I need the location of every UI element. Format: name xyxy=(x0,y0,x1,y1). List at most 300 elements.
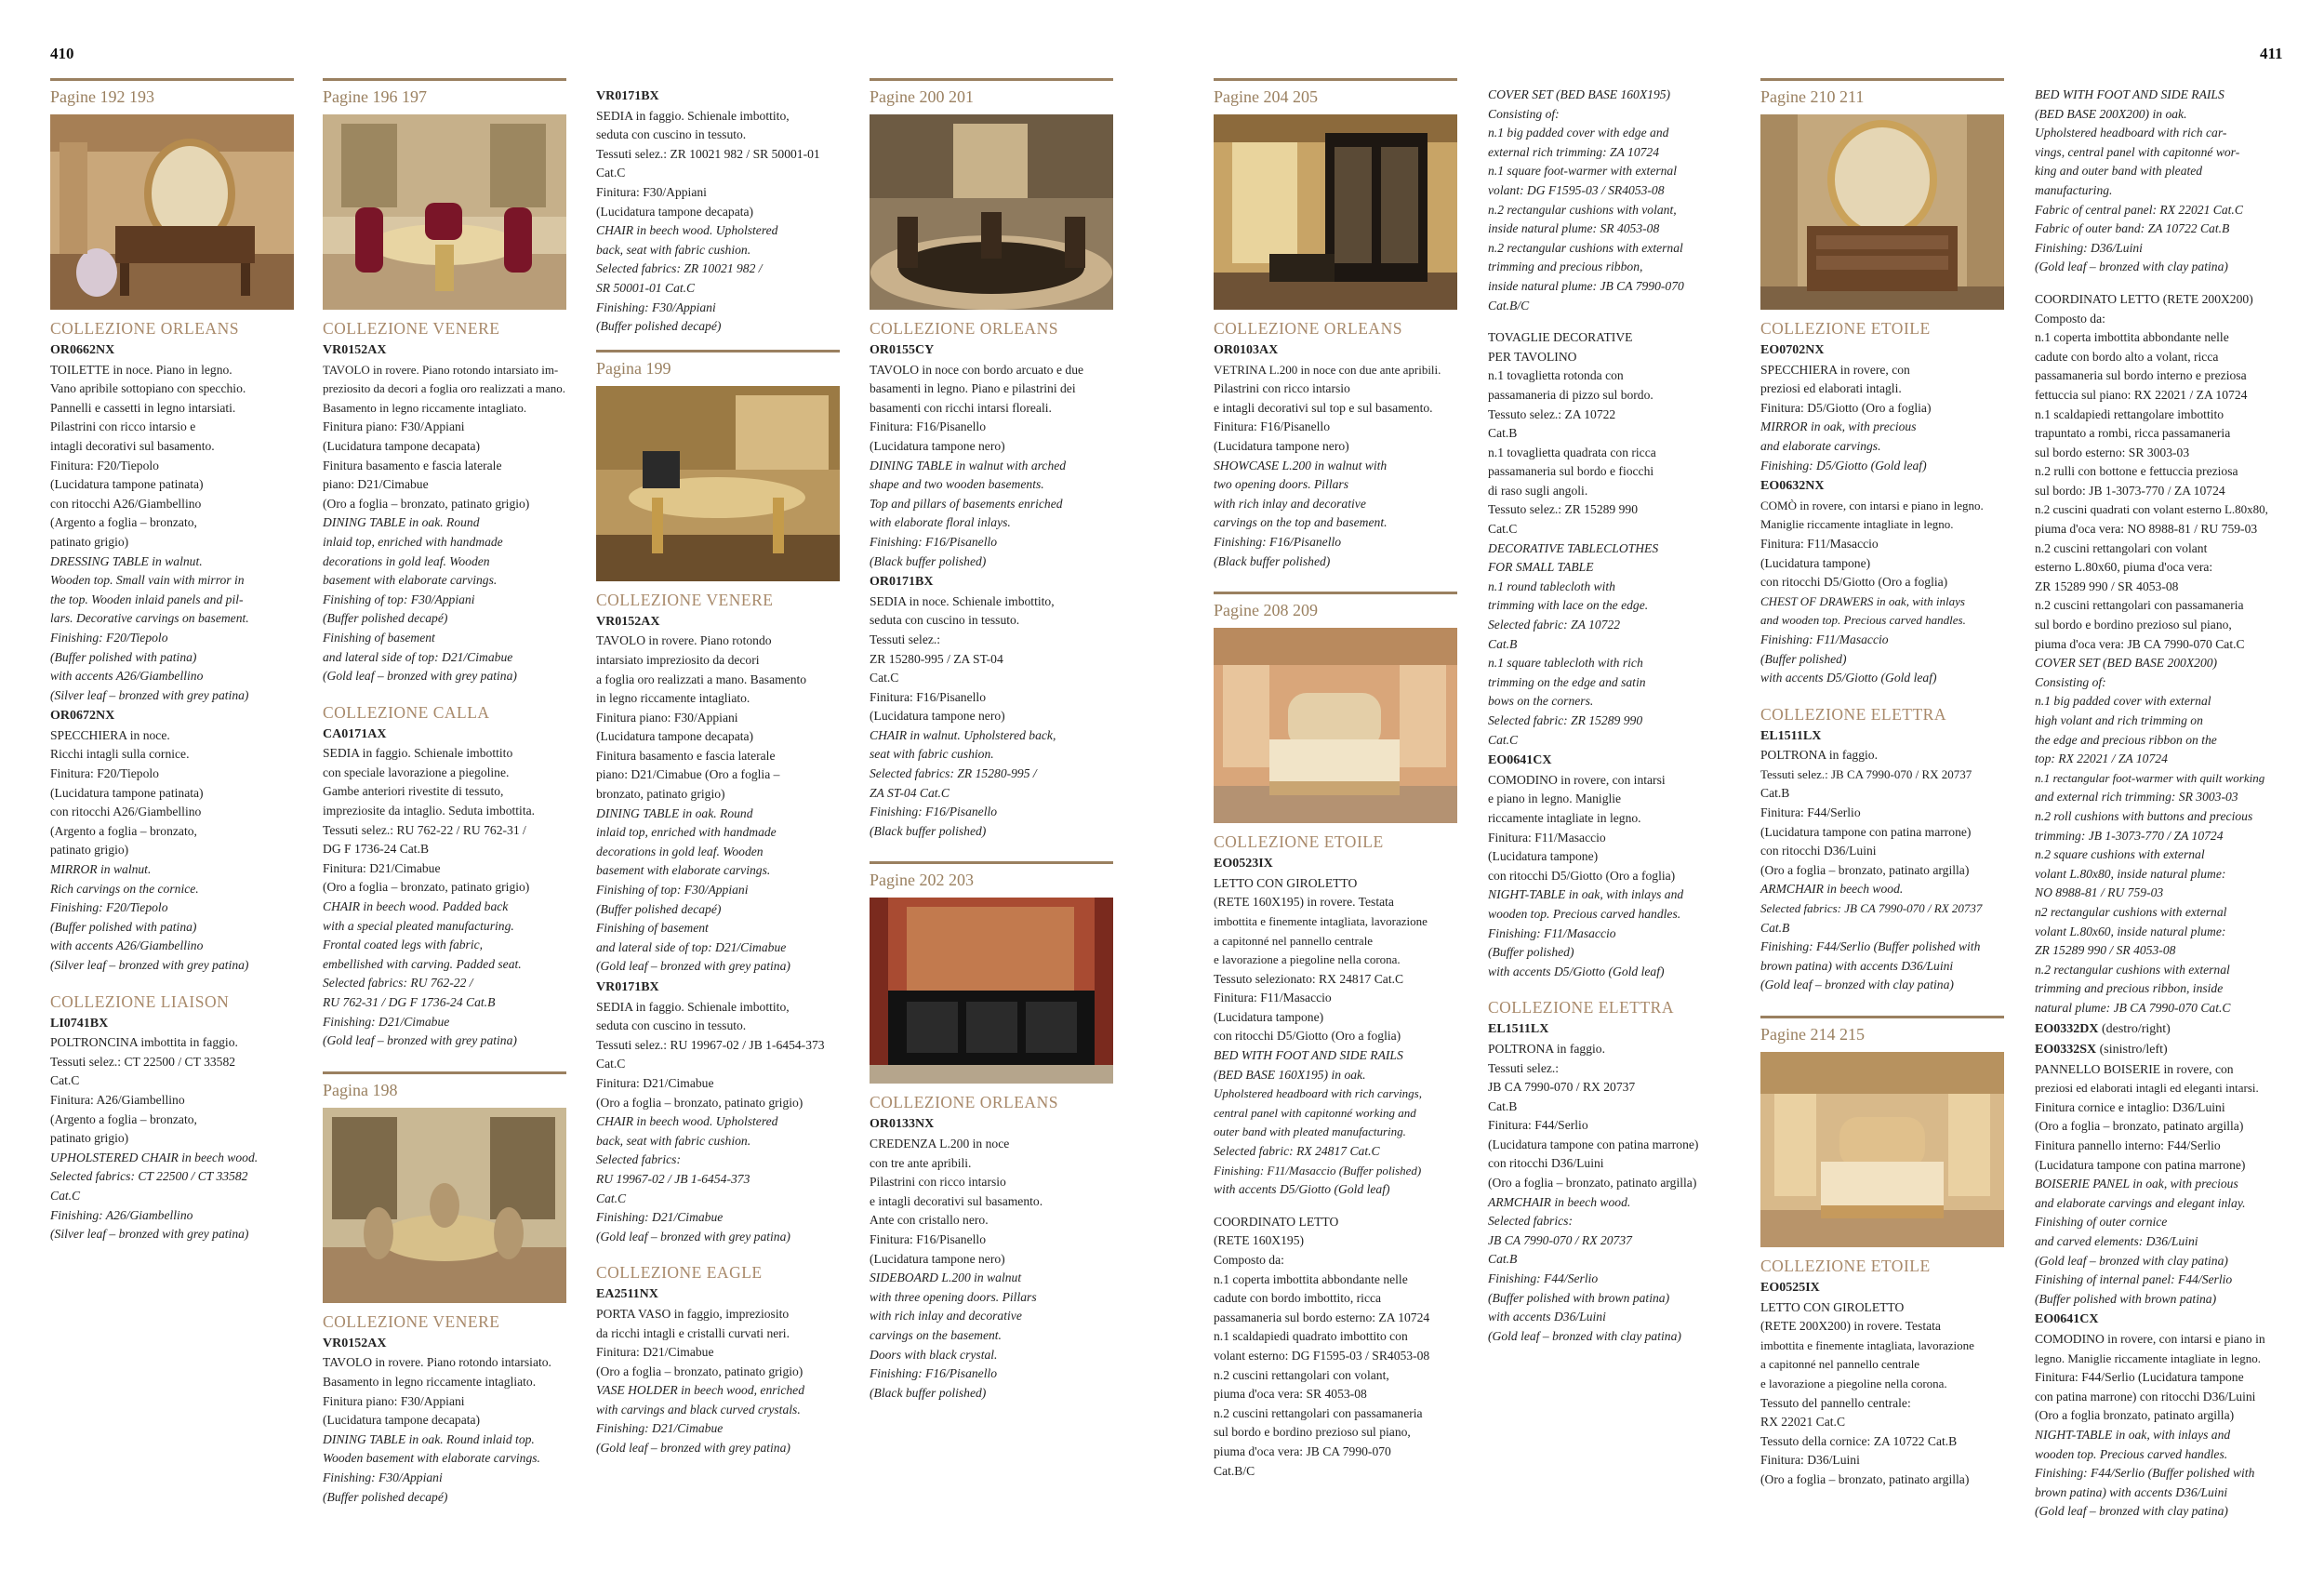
desc-it: JB CA 7990-070 / RX 20737 xyxy=(1488,1080,1636,1095)
desc-it: TAVOLO in rovere. Piano rotondo intarsiato. xyxy=(323,1355,551,1370)
desc-it: (Argento a foglia – bronzato, xyxy=(50,823,197,838)
collection-title: COLLEZIONE VENERE xyxy=(596,590,774,609)
desc-en: (Buffer polished decapé) xyxy=(596,901,722,916)
desc-en: (BED BASE 200X200) in oak. xyxy=(2035,106,2187,121)
product-code: EL1511LX xyxy=(1760,728,1822,743)
product-code xyxy=(2035,1041,2281,1060)
desc-it: Maniglie riccamente intagliate in legno. xyxy=(1760,517,1954,532)
desc-en: BOISERIE PANEL in oak, with precious xyxy=(2035,1177,2238,1191)
product-code: EO0702NX xyxy=(1760,343,1825,357)
desc-en: with accents D36/Luini xyxy=(1488,1310,1606,1324)
desc-en: NO 8988-81 / RU 759-03 xyxy=(2035,885,2164,900)
desc-it: (Lucidatura tampone nero) xyxy=(870,709,1005,724)
desc-it: con speciale lavorazione a piegoline. xyxy=(323,765,510,779)
desc-en: CHAIR in beech wood. Upholstered xyxy=(596,223,778,238)
desc-it: patinato grigio) xyxy=(50,534,129,549)
desc-it: volant esterno: DG F1595-03 / SR4053-08 xyxy=(1214,1348,1430,1363)
section-heading: Pagine 192 193 xyxy=(50,78,294,107)
desc-it: (Argento a foglia – bronzato, xyxy=(50,515,197,530)
product-code: EL1511LX xyxy=(1488,1022,1549,1037)
desc-it: TAVOLO in rovere. Piano rotondo xyxy=(596,633,772,648)
desc-en: Finishing: A26/Giambellino xyxy=(50,1207,193,1222)
product-code: CA0171AX xyxy=(323,726,387,741)
desc-it: Cat.C xyxy=(870,671,899,685)
desc-it: preziosi ed elaborati intagli. xyxy=(1760,381,1902,396)
desc-it: seduta con cuscino in tessuto. xyxy=(596,1018,747,1033)
desc-en: Finishing: F20/Tiepolo xyxy=(50,630,168,645)
desc-it: piuma d'oca vera: JB CA 7990-070 Cat.C xyxy=(2035,636,2245,651)
product-photo-dining-room xyxy=(870,114,1113,310)
desc-en: with rich inlay and decorative xyxy=(870,1309,1022,1324)
desc-en: Cat.B xyxy=(1488,636,1518,651)
desc-en: (Gold leaf – bronzed with grey patina) xyxy=(596,959,790,974)
desc-it: (Oro a foglia – bronzato, patinato argilla) xyxy=(1760,862,1970,877)
desc-en: Finishing of outer cornice xyxy=(2035,1215,2168,1230)
desc-en: FOR SMALL TABLE xyxy=(1488,560,1594,575)
desc-it: (Oro a foglia – bronzato, patinato argilla) xyxy=(1488,1176,1697,1191)
desc-it: Finitura piano: F30/Appiani xyxy=(596,710,738,725)
desc-en: and lateral side of top: D21/Cimabue xyxy=(323,649,513,664)
desc-it: Tessuto selez.: ZR 15289 990 xyxy=(1488,502,1639,517)
desc-it: e lavorazione a piegoline nella corona. xyxy=(1760,1376,1947,1390)
desc-en: n.1 rectangular foot-warmer with quilt working xyxy=(2035,770,2265,785)
desc-it: con ritocchi D36/Luini xyxy=(1488,1156,1604,1171)
desc-it: SEDIA in faggio. Schienale imbottito xyxy=(323,746,513,761)
desc-it: (Lucidatura tampone decapata) xyxy=(596,204,754,219)
desc-it: piano: D21/Cimabue (Oro a foglia – xyxy=(596,767,780,782)
desc-en: Selected fabrics: ZR 10021 982 / xyxy=(596,261,763,276)
desc-it: Tessuti selez.: JB CA 7990-070 / RX 20737 xyxy=(1760,766,1972,781)
desc-en: high volant and rich trimming on xyxy=(2035,713,2203,727)
desc-it: (Oro a foglia – bronzato, patinato grigio) xyxy=(596,1364,803,1378)
section-heading: Pagine 204 205 xyxy=(1214,78,1457,107)
collection-title: COLLEZIONE ELETTRA xyxy=(1760,704,1946,724)
desc-en: with rich inlay and decorative xyxy=(1214,496,1366,511)
product-photo-dining-table xyxy=(323,114,566,310)
desc-en: (Buffer polished decapé) xyxy=(323,611,448,626)
desc-it: (Oro a foglia bronzato, patinato argilla) xyxy=(2035,1408,2235,1423)
desc-en: Finishing: F44/Serlio (Buffer polished with xyxy=(2035,1466,2255,1481)
collection-title: COLLEZIONE VENERE xyxy=(323,1311,500,1331)
desc-it: Basamento in legno riccamente intagliato. xyxy=(323,1374,537,1389)
desc-en: Finishing: F16/Pisanello xyxy=(870,534,998,549)
desc-en: brown patina) with accents D36/Luini xyxy=(1760,958,1954,973)
desc-it: sul bordo e bordino prezioso sul piano, xyxy=(2035,618,2232,632)
desc-it: Finitura: F44/Serlio xyxy=(1760,805,1861,820)
desc-en: trimming with lace on the edge. xyxy=(1488,598,1649,613)
desc-it: Finitura piano: F30/Appiani xyxy=(323,419,465,434)
desc-it: (RETE 160X195) xyxy=(1214,1233,1305,1248)
desc-en: Finishing: D36/Luini xyxy=(2035,240,2143,255)
desc-en: (Gold leaf – bronzed with clay patina) xyxy=(2035,1504,2228,1519)
desc-it: COMODINO in rovere, con intarsi xyxy=(1488,772,1666,787)
desc-en: (Silver leaf – bronzed with grey patina) xyxy=(50,1227,249,1242)
collection-title: COLLEZIONE ETOILE xyxy=(1760,319,1931,338)
product-photo-dressing-table xyxy=(50,114,294,310)
desc-it: Finitura: A26/Giambellino xyxy=(50,1092,185,1107)
desc-en: (Buffer polished with brown patina) xyxy=(2035,1291,2217,1306)
desc-en: inlaid top, enriched with handmade xyxy=(323,534,503,549)
desc-it: n.2 cuscini quadrati con volant esterno L.80x80, xyxy=(2035,502,2268,517)
desc-it: fettuccia sul piano: RX 22021 / ZA 10724 xyxy=(2035,387,2248,402)
desc-en: (Buffer polished decapé) xyxy=(596,319,722,334)
desc-it: con patina marrone) con ritocchi D36/Luini xyxy=(2035,1389,2256,1403)
desc-en: ARMCHAIR in beech wood. xyxy=(1760,882,1904,897)
desc-en: SIDEBOARD L.200 in walnut xyxy=(870,1270,1022,1285)
desc-it: (Lucidatura tampone con patina marrone) xyxy=(1488,1137,1699,1151)
desc-en: seat with fabric cushion. xyxy=(870,747,994,762)
desc-en: manufacturing. xyxy=(2035,182,2113,197)
desc-it: Tessuto del pannello centrale: xyxy=(1760,1395,1911,1410)
desc-en: Consisting of: xyxy=(2035,674,2106,689)
desc-it: (Oro a foglia – bronzato, patinato grigio) xyxy=(323,496,530,511)
desc-en: DECORATIVE TABLECLOTHES xyxy=(1488,540,1659,555)
desc-en: and elaborate carvings and elegant inlay. xyxy=(2035,1195,2246,1210)
desc-it: (Lucidatura tampone decapata) xyxy=(323,438,481,453)
desc-en: Finishing of top: F30/Appiani xyxy=(596,883,749,898)
desc-en: Cat.B xyxy=(1760,920,1790,935)
desc-it: impreziosite da intaglio. Seduta imbottita. xyxy=(323,804,536,818)
page-number-left: 410 xyxy=(50,45,74,62)
desc-en: VASE HOLDER in beech wood, enriched xyxy=(596,1383,804,1398)
desc-it: sul bordo: JB 1-3073-770 / ZA 10724 xyxy=(2035,483,2225,498)
desc-en: (Gold leaf – bronzed with clay patina) xyxy=(2035,1253,2228,1268)
section-heading: Pagina 198 xyxy=(323,1071,566,1100)
desc-it: con ritocchi A26/Giambellino xyxy=(50,805,202,819)
desc-en: n.1 square tablecloth with rich xyxy=(1488,656,1643,671)
desc-en: Cat.C xyxy=(50,1188,81,1203)
desc-it: piuma d'oca vera: JB CA 7990-070 xyxy=(1214,1443,1391,1458)
desc-en: with elaborate floral inlays. xyxy=(870,515,1011,530)
desc-it: Pilastrini con ricco intarsio xyxy=(1214,381,1350,396)
desc-en: (Gold leaf – bronzed with clay patina) xyxy=(1488,1328,1681,1343)
collection-title: COLLEZIONE ETOILE xyxy=(1760,1257,1931,1275)
desc-it: e piano in legno. Maniglie xyxy=(1488,792,1622,806)
desc-it: Finitura: D21/Cimabue xyxy=(596,1345,714,1360)
desc-it: riccamente intagliate in legno. xyxy=(1488,810,1641,825)
desc-it: Vano apribile sottopiano con specchio. xyxy=(50,381,246,396)
desc-en: DINING TABLE in oak. Round inlaid top. xyxy=(323,1431,535,1446)
desc-it: imbottita e finemente intagliata, lavorazione xyxy=(1760,1337,1974,1352)
desc-it: intagli decorativi sul basamento. xyxy=(50,438,215,453)
collection-title: COLLEZIONE EAGLE xyxy=(596,1263,763,1283)
desc-it: (RETE 200X200) in rovere. Testata xyxy=(1760,1319,1941,1334)
column-6 xyxy=(1488,86,1732,1346)
desc-it: Tessuto selezionato: RX 24817 Cat.C xyxy=(1214,971,1404,986)
desc-en: CHAIR in beech wood. Padded back xyxy=(323,899,509,914)
desc-it: TOVAGLIE DECORATIVE xyxy=(1488,330,1633,345)
desc-it: Pannelli e cassetti in legno intarsiati. xyxy=(50,400,236,415)
desc-en: (Black buffer polished) xyxy=(1214,553,1331,568)
desc-en: CHAIR in walnut. Upholstered back, xyxy=(870,727,1056,742)
desc-en: Selected fabric: ZR 15289 990 xyxy=(1488,713,1643,727)
desc-en: n.2 rectangular cushions with external xyxy=(2035,962,2230,977)
desc-en: Frontal coated legs with fabric, xyxy=(323,938,484,952)
product-code-left: EO0332SX xyxy=(2035,1043,2097,1058)
desc-it: TAVOLO in noce con bordo arcuato e due xyxy=(870,362,1084,377)
desc-en: Selected fabrics: ZR 15280-995 / xyxy=(870,766,1037,781)
desc-en: n.2 square cushions with external xyxy=(2035,847,2205,862)
desc-it: POLTRONA in faggio. xyxy=(1760,748,1879,763)
desc-en: n.1 big padded cover with edge and xyxy=(1488,126,1669,140)
desc-en: DINING TABLE in oak. Round xyxy=(596,805,753,820)
desc-en: Selected fabrics: RU 762-22 / xyxy=(323,976,473,991)
desc-en: wooden top. Precious carved handles. xyxy=(2035,1446,2228,1461)
desc-it: Tessuti selez.: ZR 10021 982 / SR 50001-01 xyxy=(596,146,820,161)
desc-it: LETTO CON GIROLETTO xyxy=(1760,1299,1905,1314)
product-code: OR0133NX xyxy=(870,1117,935,1132)
desc-en: trimming and precious ribbon, inside xyxy=(2035,981,2224,996)
product-code: LI0741BX xyxy=(50,1016,109,1031)
desc-en: decorations in gold leaf. Wooden xyxy=(596,844,764,858)
desc-en: n.2 roll cushions with buttons and precious xyxy=(2035,808,2253,823)
collection-title: COLLEZIONE ORLEANS xyxy=(1214,319,1402,338)
desc-it: DG F 1736-24 Cat.B xyxy=(323,842,430,857)
desc-en: Finishing: F11/Masaccio xyxy=(1488,925,1616,940)
desc-en: Wooden top. Small vain with mirror in xyxy=(50,573,245,588)
desc-en: external rich trimming: ZA 10724 xyxy=(1488,144,1660,159)
desc-en: Cat.C xyxy=(1488,732,1519,747)
desc-it: (Lucidatura tampone con patina marrone) xyxy=(1760,824,1972,839)
desc-it: ZR 15280-995 / ZA ST-04 xyxy=(870,651,1003,666)
product-code: EO0632NX xyxy=(1760,479,1825,494)
desc-it: Finitura: D5/Giotto (Oro a foglia) xyxy=(1760,400,1932,415)
desc-it: a foglia oro realizzati a mano. Basamento xyxy=(596,672,807,686)
desc-it: trapuntato a rombi, ricca passamaneria xyxy=(2035,426,2231,441)
section-heading: Pagine 200 201 xyxy=(870,78,1113,107)
desc-it: PORTA VASO in faggio, impreziosito xyxy=(596,1306,790,1321)
desc-it: a capitonné nel pannello centrale xyxy=(1214,933,1374,948)
product-code xyxy=(2035,1020,2281,1040)
desc-en: Selected fabrics: xyxy=(596,1152,681,1167)
column-4 xyxy=(870,78,1113,1403)
desc-en: SHOWCASE L.200 in walnut with xyxy=(1214,458,1388,472)
desc-en: Finishing: F11/Masaccio xyxy=(1760,632,1889,646)
desc-it: n.1 coperta imbottita abbondante nelle xyxy=(1214,1271,1408,1286)
desc-en: NIGHT-TABLE in oak, with inlays and xyxy=(1488,887,1684,902)
desc-en: Finishing of top: F30/Appiani xyxy=(323,592,475,606)
desc-it: a capitonné nel pannello centrale xyxy=(1760,1357,1920,1372)
desc-it: COORDINATO LETTO (RETE 200X200) xyxy=(2035,291,2253,306)
desc-it: Tessuti selez.: xyxy=(1488,1060,1560,1075)
desc-it: Finitura: D21/Cimabue xyxy=(596,1075,714,1090)
desc-it: Tessuti selez.: CT 22500 / CT 33582 xyxy=(50,1054,236,1069)
desc-en: carvings on the top and basement. xyxy=(1214,515,1388,530)
desc-en: inlaid top, enriched with handmade xyxy=(596,825,777,840)
desc-en: Selected fabrics: CT 22500 / CT 33582 xyxy=(50,1169,248,1184)
desc-it: Ricchi intagli sulla cornice. xyxy=(50,747,190,762)
desc-en: Finishing: F44/Serlio xyxy=(1488,1271,1599,1286)
desc-en: n.1 round tablecloth with xyxy=(1488,579,1615,593)
desc-it: (Lucidatura tampone nero) xyxy=(870,1251,1005,1266)
desc-en: Finishing: D21/Cimabue xyxy=(596,1210,724,1225)
desc-en: Cat.B xyxy=(1488,1252,1518,1267)
desc-it: Cat.C xyxy=(596,166,626,180)
desc-en: and external rich trimming: SR 3003-03 xyxy=(2035,790,2238,805)
desc-en: (Gold leaf – bronzed with grey patina) xyxy=(596,1441,790,1456)
desc-en: Finishing: F16/Pisanello xyxy=(870,1366,998,1381)
desc-it: (Lucidatura tampone) xyxy=(1760,555,1871,570)
desc-it: Cat.B xyxy=(1760,786,1790,801)
desc-it: SPECCHIERA in noce. xyxy=(50,727,170,742)
desc-it: Finitura: F30/Appiani xyxy=(596,184,707,199)
desc-it: (Lucidatura tampone patinata) xyxy=(50,477,204,492)
desc-en: (Buffer polished) xyxy=(1760,651,1847,666)
desc-en: top: RX 22021 / ZA 10724 xyxy=(2035,752,2168,766)
desc-it: n.1 tovaglietta quadrata con ricca xyxy=(1488,445,1656,459)
desc-en: n2 rectangular cushions with external xyxy=(2035,904,2227,919)
desc-it: cadute con bordo alto a volant, ricca xyxy=(2035,349,2219,364)
section-heading: Pagine 210 211 xyxy=(1760,78,2004,107)
desc-it: (Oro a foglia – bronzato, patinato argilla) xyxy=(1760,1471,1970,1486)
desc-it: legno. Maniglie riccamente intagliate in legno. xyxy=(2035,1350,2261,1365)
desc-it: Finitura basamento e fascia laterale xyxy=(596,748,776,763)
desc-it: Composto da: xyxy=(1214,1253,1284,1267)
desc-en: Rich carvings on the cornice. xyxy=(50,881,199,896)
product-code: EO0641CX xyxy=(1488,753,1552,768)
desc-it: con ritocchi D5/Giotto (Oro a foglia) xyxy=(1760,575,1948,590)
desc-it: cadute con bordo imbottito, ricca xyxy=(1214,1291,1382,1306)
desc-it: Finitura piano: F30/Appiani xyxy=(323,1393,465,1408)
desc-en: and lateral side of top: D21/Cimabue xyxy=(596,939,787,954)
desc-en: RU 762-31 / DG F 1736-24 Cat.B xyxy=(323,995,496,1009)
desc-it: Finitura: F44/Serlio (Lucidatura tampone xyxy=(2035,1370,2244,1385)
desc-it: n.2 cuscini rettangolari con volant xyxy=(2035,540,2208,555)
section-heading: Pagine 202 203 xyxy=(870,861,1113,890)
desc-en: (Buffer polished with patina) xyxy=(50,649,197,664)
desc-en: Finishing: F30/Appiani xyxy=(596,299,716,314)
desc-en: Wooden basement with elaborate carvings. xyxy=(323,1451,540,1466)
desc-it: POLTRONCINA imbottita in faggio. xyxy=(50,1035,238,1050)
product-code-note: (destro/right) xyxy=(2101,1021,2171,1036)
desc-it: TAVOLO in rovere. Piano rotondo intarsiato im- xyxy=(323,362,559,377)
desc-it: Tessuto della cornice: ZA 10722 Cat.B xyxy=(1760,1433,1958,1448)
product-photo-showcase xyxy=(1214,114,1457,310)
desc-en: basement with elaborate carvings. xyxy=(323,573,498,588)
collection-title: COLLEZIONE ORLEANS xyxy=(870,1093,1058,1112)
desc-it: (Lucidatura tampone) xyxy=(1214,1009,1324,1024)
desc-en: carvings on the basement. xyxy=(870,1327,1002,1342)
desc-it: Finitura cornice e intaglio: D36/Luini xyxy=(2035,1099,2225,1114)
desc-en: (Gold leaf – bronzed with grey patina) xyxy=(323,669,517,684)
desc-en: COVER SET (BED BASE 160X195) xyxy=(1488,87,1671,101)
product-code: VR0171BX xyxy=(596,89,659,103)
desc-en: outer band with pleated manufacturing. xyxy=(1214,1124,1406,1139)
desc-it: (Lucidatura tampone decapata) xyxy=(596,729,754,744)
desc-en: vings, central panel with capitonné wor- xyxy=(2035,144,2240,159)
collection-title: COLLEZIONE LIAISON xyxy=(50,991,230,1011)
section-heading: Pagina 199 xyxy=(596,350,840,379)
desc-en: the edge and precious ribbon on the xyxy=(2035,732,2217,747)
desc-it: piuma d'oca vera: NO 8988-81 / RU 759-03 xyxy=(2035,522,2258,537)
desc-it: bronzato, patinato grigio) xyxy=(596,787,725,802)
desc-en: volant: DG F1595-03 / SR4053-08 xyxy=(1488,182,1665,197)
desc-en: trimming on the edge and satin xyxy=(1488,674,1646,689)
product-photo-sideboard xyxy=(870,898,1113,1084)
desc-it: SEDIA in noce. Schienale imbottito, xyxy=(870,593,1055,608)
desc-it: Finitura basamento e fascia laterale xyxy=(323,458,502,472)
desc-en: with accents D5/Giotto (Gold leaf) xyxy=(1488,964,1665,978)
desc-it: in legno riccamente intagliato. xyxy=(596,691,750,706)
desc-en: (Black buffer polished) xyxy=(870,823,987,838)
desc-it: preziosi ed elaborati intagli ed eleganti intarsi. xyxy=(2035,1081,2259,1096)
desc-it: di raso sugli angoli. xyxy=(1488,483,1588,498)
desc-it: Pilastrini con ricco intarsio xyxy=(870,1175,1006,1190)
desc-it: patinato grigio) xyxy=(50,843,129,858)
desc-en: back, seat with fabric cushion. xyxy=(596,242,751,257)
desc-en: wooden top. Precious carved handles. xyxy=(1488,906,1681,921)
desc-it: TOILETTE in noce. Piano in legno. xyxy=(50,362,232,377)
desc-it: (Lucidatura tampone decapata) xyxy=(323,1413,481,1428)
desc-it: COORDINATO LETTO xyxy=(1214,1214,1339,1229)
desc-en: (Buffer polished with brown patina) xyxy=(1488,1290,1670,1305)
desc-it: COMODINO in rovere, con intarsi e piano in xyxy=(2035,1332,2265,1346)
desc-it: (Oro a foglia – bronzato, patinato grigio) xyxy=(596,1095,803,1110)
desc-en: DRESSING TABLE in walnut. xyxy=(50,553,203,568)
desc-en: (Buffer polished) xyxy=(1488,945,1574,960)
desc-en: trimming: JB 1-3073-770 / ZA 10724 xyxy=(2035,828,2224,843)
desc-en: BED WITH FOOT AND SIDE RAILS xyxy=(1214,1048,1403,1063)
desc-en: lars. Decorative carvings on basement. xyxy=(50,611,249,626)
desc-it: Finitura: D36/Luini xyxy=(1760,1453,1860,1468)
desc-it: Finitura: F20/Tiepolo xyxy=(50,458,159,472)
product-code: EO0641CX xyxy=(2035,1312,2099,1327)
desc-it: seduta con cuscino in tessuto. xyxy=(596,127,747,142)
desc-en: volant L.80x80, inside natural plume: xyxy=(2035,866,2226,881)
product-code-note: (sinistro/left) xyxy=(2099,1043,2168,1058)
desc-en: Upholstered headboard with rich carvings, xyxy=(1214,1086,1422,1101)
desc-en: decorations in gold leaf. Wooden xyxy=(323,553,490,568)
desc-en: Finishing: F44/Serlio (Buffer polished with xyxy=(1760,939,1981,954)
desc-en: and carved elements: D36/Luini xyxy=(2035,1234,2198,1249)
collection-title: COLLEZIONE ORLEANS xyxy=(870,319,1058,338)
desc-it: Gambe anteriori rivestite di tessuto, xyxy=(323,784,504,799)
desc-en: with three opening doors. Pillars xyxy=(870,1289,1037,1304)
desc-it: Finitura: F16/Pisanello xyxy=(870,1232,986,1246)
desc-it: con tre ante apribili. xyxy=(870,1155,972,1170)
column-3 xyxy=(596,86,840,1458)
desc-it: (Lucidatura tampone con patina marrone) xyxy=(2035,1157,2246,1172)
desc-it: (Lucidatura tampone nero) xyxy=(870,438,1005,453)
desc-en: BED WITH FOOT AND SIDE RAILS xyxy=(2035,87,2224,101)
desc-it: n.1 scaldapiedi rettangolare imbottito xyxy=(2035,406,2224,421)
column-8 xyxy=(2035,86,2281,1522)
desc-en: and wooden top. Precious carved handles. xyxy=(1760,613,1966,628)
desc-en: basement with elaborate carvings. xyxy=(596,863,771,878)
desc-en: (Gold leaf – bronzed with grey patina) xyxy=(596,1229,790,1244)
desc-en: ZA ST-04 Cat.C xyxy=(870,785,950,800)
desc-en: DINING TABLE in walnut with arched xyxy=(870,458,1067,472)
desc-en: Fabric of outer band: ZA 10722 Cat.B xyxy=(2035,221,2230,236)
desc-it: (Oro a foglia – bronzato, patinato argilla) xyxy=(2035,1119,2244,1134)
desc-it: intarsiato impreziosito da decori xyxy=(596,652,760,667)
desc-it: n.2 rulli con bottone e fettuccia preziosa xyxy=(2035,464,2238,479)
desc-en: (Gold leaf – bronzed with clay patina) xyxy=(2035,259,2228,274)
desc-en: n.2 rectangular cushions with volant, xyxy=(1488,202,1677,217)
product-code: OR0672NX xyxy=(50,709,115,724)
desc-en: (Gold leaf – bronzed with clay patina) xyxy=(1760,978,1954,992)
desc-en: MIRROR in walnut. xyxy=(50,862,152,877)
desc-it: e intagli decorativi sul basamento. xyxy=(870,1193,1043,1208)
desc-en: Cat.B/C xyxy=(1488,298,1530,313)
desc-it: Tessuti selez.: RU 762-22 / RU 762-31 / xyxy=(323,822,526,837)
desc-en: with carvings and black curved crystals. xyxy=(596,1402,801,1417)
desc-it: Finitura: F11/Masaccio xyxy=(1488,830,1606,845)
desc-it: (Argento a foglia – bronzato, xyxy=(50,1111,197,1126)
product-photo-bedroom xyxy=(1214,628,1457,823)
desc-it: Finitura: F11/Masaccio xyxy=(1760,536,1879,551)
section-heading: Pagine 196 197 xyxy=(323,78,566,107)
